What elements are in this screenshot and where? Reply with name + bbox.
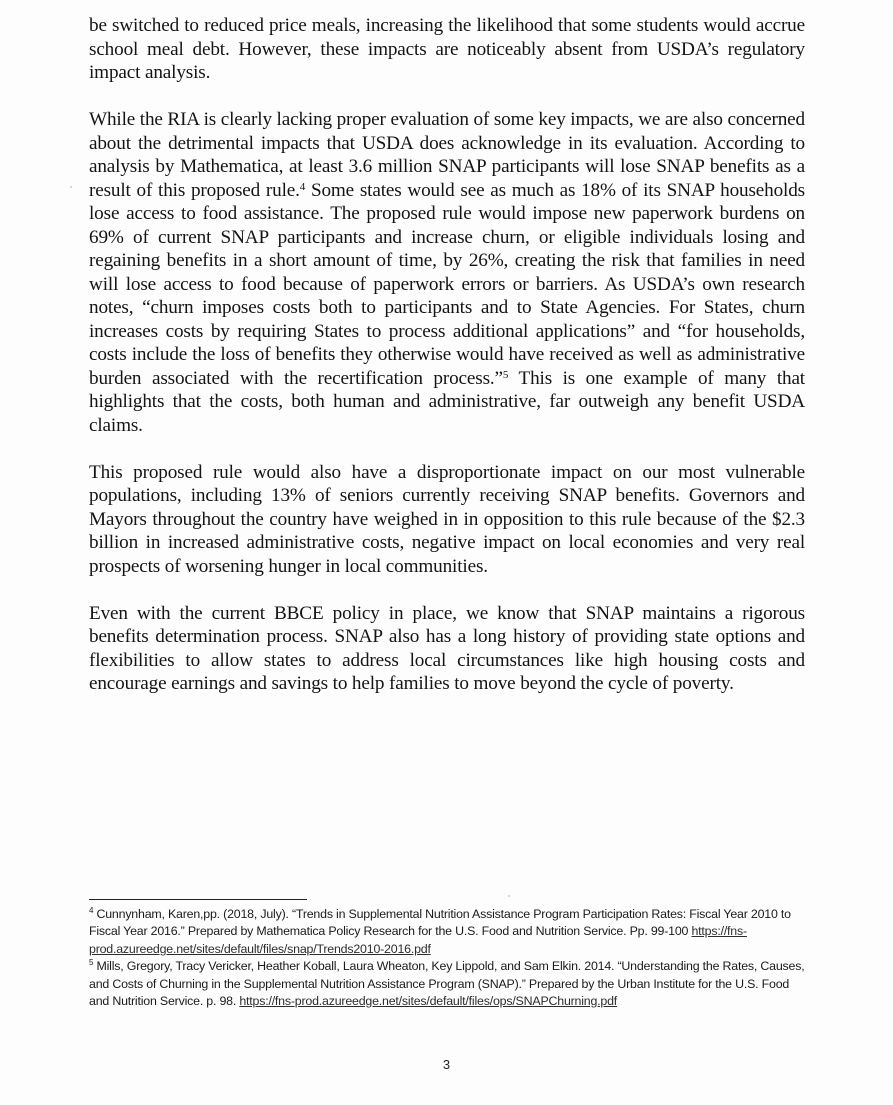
paragraph-bbce-policy: Even with the current BBCE policy in place, we know that SNAP maintains a rigorous benefits determination process. SNAP also has a long history of providing state options and flexibilities to allow states to address local circumstances like high housing costs and encourage earnings and savings to help families to move beyond the cycle of poverty. (89, 602, 805, 694)
footnote-4-text: Cunnynham, Karen,pp. (2018, July). “Trends in Supplemental Nutrition Assistance Program Participation Rates: Fiscal Year 2010 to Fiscal Year 2016.” Prepared by Mathematica Policy Research for the U.S. Food and Nutrition Service. Pp. 99-100 (89, 907, 791, 939)
footnote-marker-5: 5 (89, 958, 94, 968)
scan-speck (508, 895, 510, 897)
scan-speck (70, 186, 72, 188)
paragraph-ria-text-b: Some states would see as much as 18% of its SNAP households lose access to food assistance. The proposed rule would impose new paperwork burdens on 69% of current SNAP participants and increase churn, or eligible individuals losing and regaining benefits in a short amount of time, by 26%, creating the risk that families in need will lose access to food because of paperwork errors or barriers. As USDA’s own research notes, “churn imposes costs both to participants and to State Agencies. For States, churn increases costs by requiring States to process additional applications” and “for households, costs include the loss of benefits they otherwise would have received as well as administrative burden associated with the recertification process.” (89, 179, 805, 389)
paragraph-school-meals: be switched to reduced price meals, increasing the likelihood that some students would accrue school meal debt. However, these impacts are noticeably absent from USDA’s regulatory impact analysis. (89, 15, 805, 83)
footnote-5-link[interactable]: https://fns-prod.azureedge.net/sites/default/files/ops/SNAPChurning.pdf (239, 994, 618, 1009)
page-number: 3 (442, 1057, 451, 1072)
paragraph-disproportionate-impact: This proposed rule would also have a disproportionate impact on our most vulnerable populations, including 13% of seniors currently receiving SNAP benefits. Governors and Mayors throughout the country have weighed in in opposition to this rule because of the $2.3 billion in increased administrative costs, negative impact on local economies and very real prospects of worsening hunger in local communities. (89, 461, 805, 577)
paragraph-ria-text-a: While the RIA is clearly lacking proper evaluation of some key impacts, we are also concerned about the detrimental impacts that USDA does acknowledge in its evaluation. According to analysis by Mathematica, at least 3.6 million SNAP participants will lose SNAP benefits as a result of this proposed rule. (89, 109, 805, 201)
footnote-separator (89, 899, 307, 900)
paragraph-ria-text-c: This is one example of many that highlights that the costs, both human and administrative, far outweigh any benefit USDA claims. (89, 367, 805, 436)
footnote-4-link[interactable]: https://fns-prod.azureedge.net/sites/default/files/snap/Trends2010-2016.pdf (89, 924, 747, 956)
footnote-5-text: Mills, Gregory, Tracy Vericker, Heather Koball, Laura Wheaton, Key Lippold, and Sam Elkin. 2014. “Understanding the Rates, Causes, and Costs of Churning in the Supplemental Nutrition Assistance Program (SNAP).” Prepared by the Urban Institute for the U.S. Food and Nutrition Service. p. 98. (89, 959, 805, 1009)
footnote-4 (89, 906, 809, 958)
footnote-ref-5[interactable]: 5 (502, 368, 509, 381)
footnotes (89, 906, 809, 1010)
footnote-marker-4: 4 (89, 906, 94, 916)
paragraph-ria-impacts (89, 108, 805, 437)
body-text (89, 14, 805, 719)
footnote-ref-4[interactable]: 4 (299, 180, 306, 193)
footnote-5 (89, 958, 809, 1010)
